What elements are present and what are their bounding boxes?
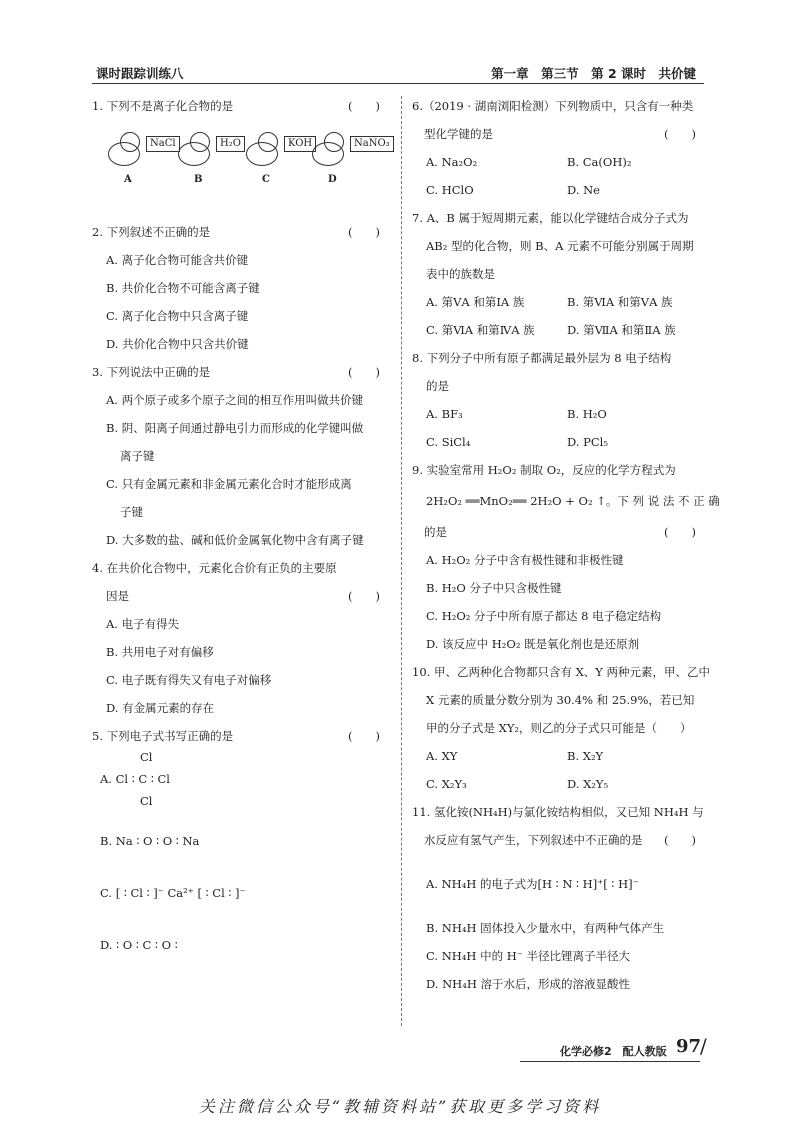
q11-option-c: C. NH₄H 中的 H⁻ 半径比锂离子半径大 <box>426 949 630 963</box>
footer-rule <box>520 1061 700 1062</box>
q5-stem: 5. 下列电子式书写正确的是 ( ) <box>92 729 380 743</box>
q7-options-cd: C. 第ⅥA 和第ⅣA 族 D. 第ⅦA 和第ⅡA 族 <box>426 323 676 337</box>
q6-stem-cont: 型化学键的是 ( ) <box>424 127 696 141</box>
q10-stem-cont2: 甲的分子式是 XY₂，则乙的分子式只可能是（ ） <box>426 721 692 735</box>
q5-option-a: Cl A. Cl ∶ C ∶ Cl Cl <box>100 750 170 808</box>
q9-stem-cont: 的是 ( ) <box>424 525 696 539</box>
q9-option-b: B. H₂O 分子中只含极性键 <box>426 581 562 595</box>
q9-option-d: D. 该反应中 H₂O₂ 既是氧化剂也是还原剂 <box>426 637 640 651</box>
q11-stem-cont: 水反应有氢气产生，下列叙述中不正确的是 ( ) <box>424 833 696 847</box>
q3-option-c-cont: 子键 <box>120 505 143 519</box>
column-divider <box>401 96 402 1026</box>
header-rule <box>92 83 704 84</box>
q11-option-a: A. NH₄H 的电子式为[H ∶ N ∶ H]⁺[ ∶ H]⁻ <box>426 877 639 891</box>
q3-stem: 3. 下列说法中正确的是 ( ) <box>92 365 380 379</box>
q3-option-b-cont: 离子键 <box>120 449 155 463</box>
q2-stem: 2. 下列叙述不正确的是 ( ) <box>92 225 380 239</box>
header-right: 第一章 第三节 第 2 课时 共价键 <box>491 66 696 81</box>
q4-stem: 4. 在共价化合物中，元素化合价有正负的主要原 <box>92 561 337 575</box>
q3-option-a: A. 两个原子或多个原子之间的相互作用叫做共价键 <box>106 393 364 407</box>
page-number: 97 <box>676 1036 702 1057</box>
q5-option-d: D. ∶ O ∶ C ∶ O ∶ <box>100 938 178 952</box>
q2-option-b: B. 共价化合物不可能含离子键 <box>106 281 260 295</box>
q9-option-a: A. H₂O₂ 分子中含有极性键和非极性键 <box>426 553 624 567</box>
q11-stem: 11. 氢化铵(NH₄H)与氯化铵结构相似，又已知 NH₄H 与 <box>412 805 704 819</box>
q4-option-d: D. 有金属元素的存在 <box>106 701 215 715</box>
q10-options-ab: A. XY B. X₂Y <box>426 749 604 763</box>
q1-figures <box>92 120 392 198</box>
q7-stem-cont: AB₂ 型的化合物，则 B、A 元素不可能分别属于周期 <box>426 239 694 253</box>
q2-option-c: C. 离子化合物中只含离子键 <box>106 309 249 323</box>
q1-figure-b: H₂O B <box>176 130 246 190</box>
q1-figure-a: NaCl A <box>106 130 176 190</box>
q9-equation: 2H₂O₂ ══MnO₂══ 2H₂O + O₂ ↑。下 列 说 法 不 正 确 <box>426 494 720 508</box>
q6-options-cd: C. HClO D. Ne <box>426 183 600 197</box>
q10-options-cd: C. X₂Y₃ D. X₂Y₅ <box>426 777 609 791</box>
q7-stem-cont2: 表中的族数是 <box>426 267 495 281</box>
q1-figure-d: NaNO₃ D <box>310 130 380 190</box>
q2-option-d: D. 共价化合物中只含共价键 <box>106 337 249 351</box>
q1-stem: 1. 下列不是离子化合物的是 ( ) <box>92 99 380 113</box>
right-column <box>412 92 720 998</box>
q4-option-b: B. 共用电子对有偏移 <box>106 645 214 659</box>
q1-figure-c: KOH C <box>244 130 314 190</box>
q8-options-cd: C. SiCl₄ D. PCl₅ <box>426 435 608 449</box>
q5-option-c: C. [ ∶ Cl ∶ ]⁻ Ca²⁺ [ ∶ Cl ∶ ]⁻ <box>100 886 246 900</box>
q8-options-ab: A. BF₃ B. H₂O <box>426 407 607 421</box>
q6-stem: 6.（2019 · 湖南浏阳检测）下列物质中，只含有一种类 <box>412 99 694 113</box>
q9-option-c: C. H₂O₂ 分子中所有原子都达 8 电子稳定结构 <box>426 609 662 623</box>
q7-stem: 7. A、B 属于短周期元素，能以化学键结合成分子式为 <box>412 211 689 225</box>
q11-option-b: B. NH₄H 固体投入少量水中，有两种气体产生 <box>426 921 665 935</box>
q9-stem: 9. 实验室常用 H₂O₂ 制取 O₂，反应的化学方程式为 <box>412 463 676 477</box>
q3-option-d: D. 大多数的盐、碱和低价金属氧化物中含有离子键 <box>106 533 364 547</box>
left-column <box>92 92 392 972</box>
q7-options-ab: A. 第ⅤA 和第ⅠA 族 B. 第ⅥA 和第ⅤA 族 <box>426 295 673 309</box>
header-left: 课时跟踪训练八 <box>96 66 184 81</box>
q8-stem-cont: 的是 <box>426 379 449 393</box>
q3-option-c: C. 只有金属元素和非金属元素化合时才能形成离 <box>106 477 352 491</box>
q4-stem-cont: 因是 ( ) <box>106 589 380 603</box>
footer-slash: / <box>700 1034 707 1058</box>
q3-option-b: B. 阴、阳离子间通过静电引力而形成的化学键叫做 <box>106 421 364 435</box>
q5-option-b: B. Na ∶ O ∶ O ∶ Na <box>100 834 200 848</box>
footer-book: 化学必修2 配人教版 <box>560 1045 667 1058</box>
bottom-note: 关注微信公众号“教辅资料站”获取更多学习资料 <box>198 1097 602 1116</box>
q4-option-a: A. 电子有得失 <box>106 617 180 631</box>
q4-option-c: C. 电子既有得失又有电子对偏移 <box>106 673 272 687</box>
q6-options-ab: A. Na₂O₂ B. Ca(OH)₂ <box>426 155 632 169</box>
q10-stem: 10. 甲、乙两种化合物都只含有 X、Y 两种元素，甲、乙中 <box>412 665 711 679</box>
q10-stem-cont: X 元素的质量分数分别为 30.4% 和 25.9%，若已知 <box>426 693 695 707</box>
q2-option-a: A. 离子化合物可能含共价键 <box>106 253 249 267</box>
q8-stem: 8. 下列分子中所有原子都满足最外层为 8 电子结构 <box>412 351 672 365</box>
q11-option-d: D. NH₄H 溶于水后，形成的溶液显酸性 <box>426 977 631 991</box>
